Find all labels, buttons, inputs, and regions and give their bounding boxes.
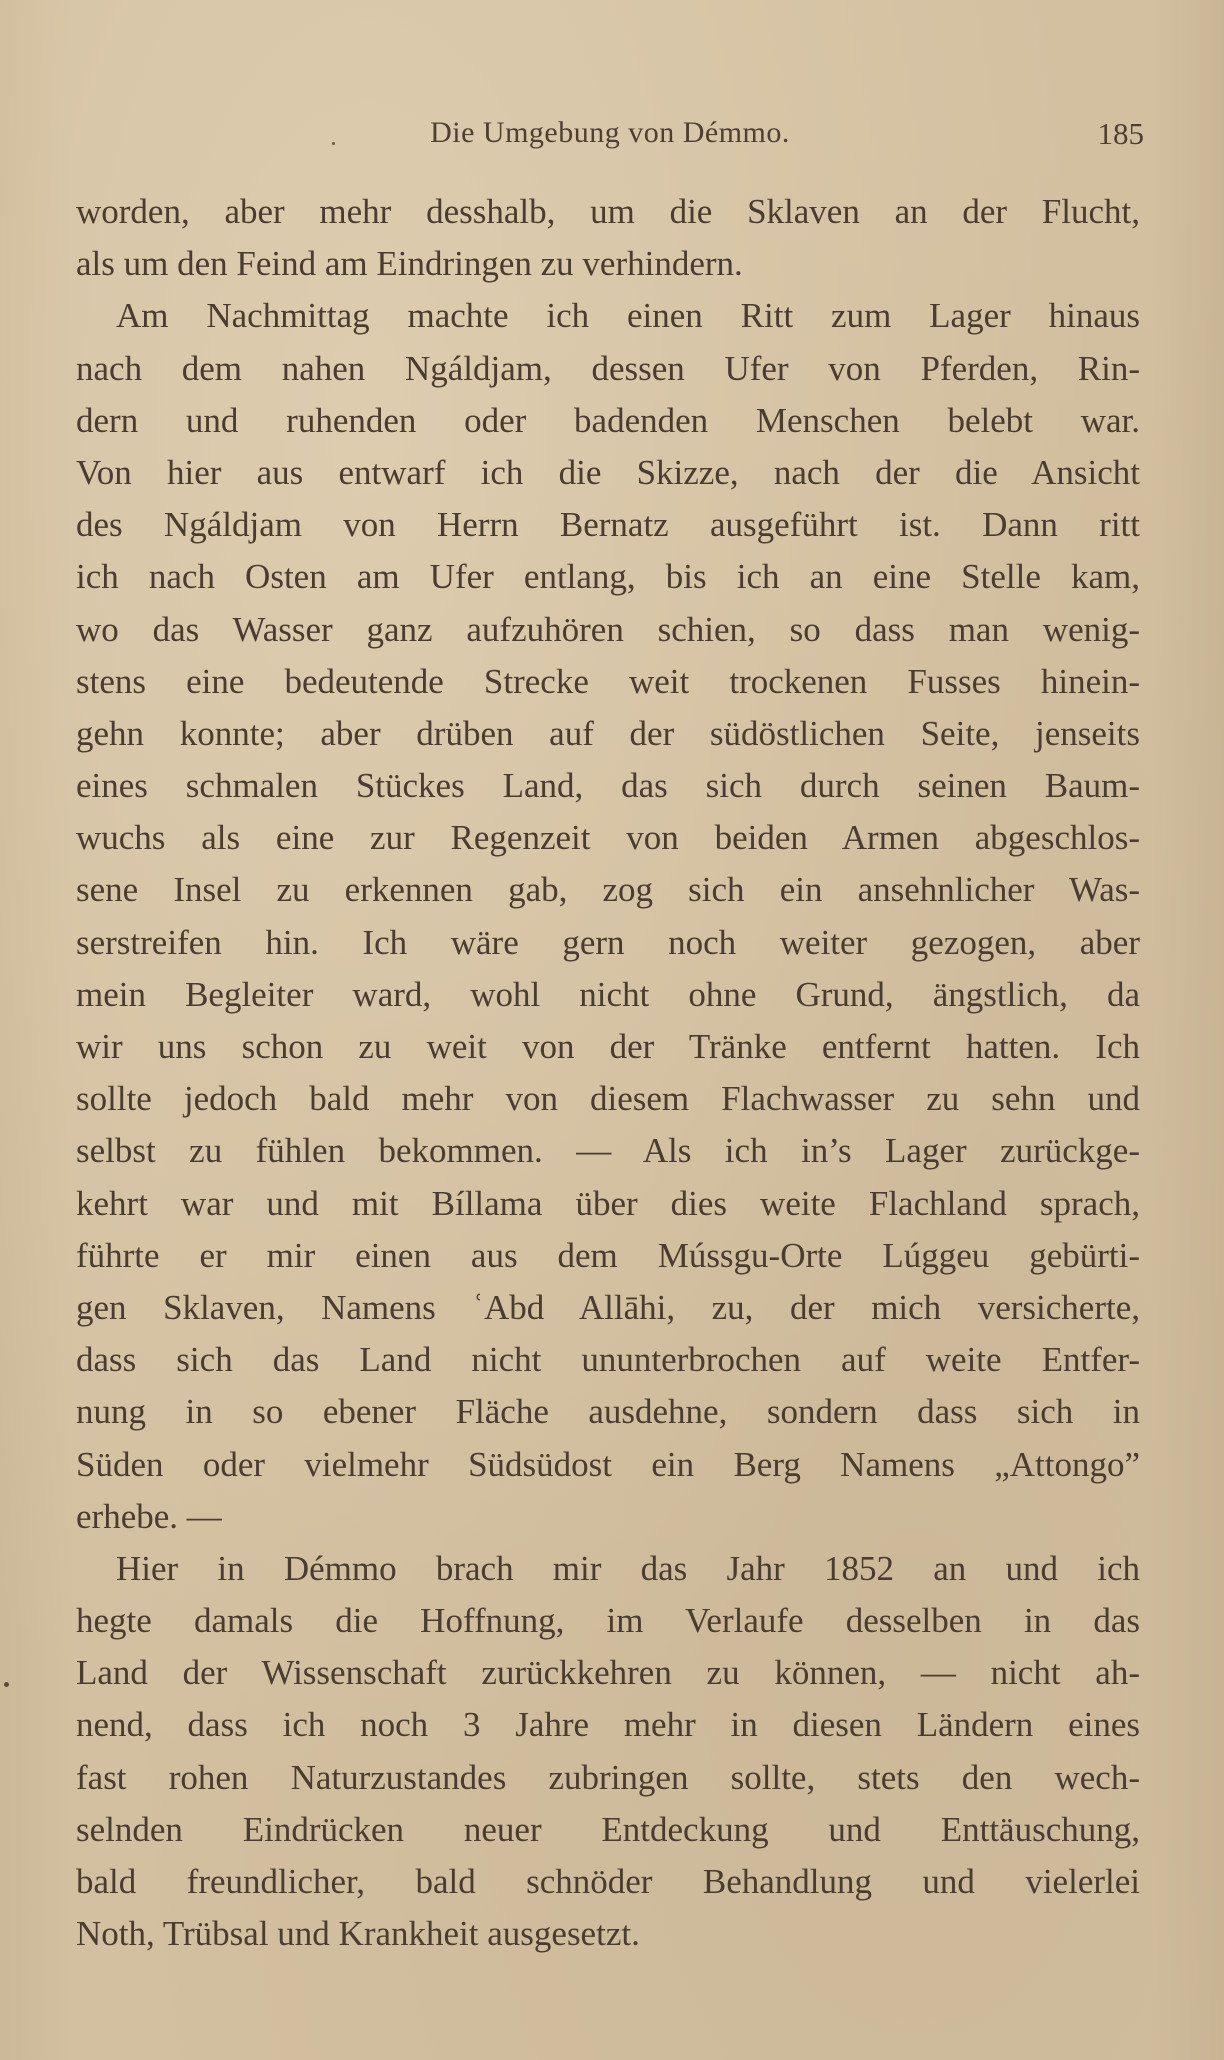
text-line: Land der Wissenschaft zurückkehren zu können, — nicht ah- [76,1653,1140,1693]
text-line: eines schmalen Stückes Land, das sich durch seinen Baum- [76,766,1140,806]
text-line: wo das Wasser ganz aufzuhören schien, so dass man wenig- [76,609,1140,649]
text-line: gen Sklaven, Namens ʿAbd Allāhi, zu, der mich versicherte, [76,1287,1140,1327]
body-text [76,186,1140,1960]
text-line: Noth, Trübsal und Krankheit ausgesetzt. [76,1914,640,1954]
running-head [76,116,1144,160]
text-line: worden, aber mehr desshalb, um die Sklaven an der Flucht, [76,192,1140,231]
text-line: Hier in Démmo brach mir das Jahr 1852 an und ich [116,1548,1140,1588]
margin-mark [4,1682,9,1687]
text-line: wuchs als eine zur Regenzeit von beiden Armen abgeschlos- [76,818,1140,858]
text-line: erhebe. — [76,1496,222,1536]
text-line: dass sich das Land nicht ununterbrochen auf weite Entfer- [76,1340,1140,1380]
text-line: bald freundlicher, bald schnöder Behandlung und vielerlei [76,1862,1140,1901]
text-line: ich nach Osten am Ufer entlang, bis ich an eine Stelle kam, [76,557,1140,597]
text-line: serstreifen hin. Ich wäre gern noch weiter gezogen, aber [76,922,1140,962]
text-line: Am Nachmittag machte ich einen Ritt zum Lager hinaus [116,296,1140,336]
text-line: nach dem nahen Ngáldjam, dessen Ufer von Pferden, Rin- [76,348,1140,388]
text-line: mein Begleiter ward, wohl nicht ohne Grund, ängstlich, da [76,974,1140,1014]
text-line: wir uns schon zu weit von der Tränke entfernt hatten. Ich [76,1027,1140,1066]
text-line: gehn konnte; aber drüben auf der südöstlichen Seite, jenseits [76,713,1140,753]
text-line: hegte damals die Hoffnung, im Verlaufe desselben in das [76,1601,1140,1641]
text-line: selbst zu fühlen bekommen. — Als ich in’s Lager zurückge- [76,1131,1140,1171]
text-line: nung in so ebener Fläche ausdehne, sondern dass sich in [76,1392,1140,1432]
text-line: führte er mir einen aus dem Mússgu-Orte Lúggeu gebürti- [76,1235,1140,1275]
text-line: fast rohen Naturzustandes zubringen sollte, stets den wech- [76,1757,1140,1797]
text-line: als um den Feind am Eindringen zu verhindern. [76,244,743,284]
text-line: nend, dass ich noch 3 Jahre mehr in diesen Ländern eines [76,1705,1140,1745]
text-line: dern und ruhenden oder badenden Menschen belebt war. [76,400,1140,440]
page-number: 185 [1097,116,1144,151]
text-line: kehrt war und mit Bíllama über dies weite Flachland sprach, [76,1183,1140,1223]
text-line: des Ngáldjam von Herrn Bernatz ausgeführt ist. Dann ritt [76,505,1140,545]
text-line: sene Insel zu erkennen gab, zog sich ein ansehnlicher Was- [76,870,1140,910]
text-line: sollte jedoch bald mehr von diesem Flachwasser zu sehn und [76,1079,1140,1119]
running-title: Die Umgebung von Démmo. [430,116,790,149]
text-line: stens eine bedeutende Strecke weit trockenen Fusses hinein- [76,661,1140,701]
text-line: Von hier aus entwarf ich die Skizze, nach der die Ansicht [76,452,1140,492]
text-line: selnden Eindrücken neuer Entdeckung und Enttäuschung, [76,1809,1140,1849]
text-line: Süden oder vielmehr Südsüdost ein Berg Namens „Attongo” [76,1444,1140,1484]
